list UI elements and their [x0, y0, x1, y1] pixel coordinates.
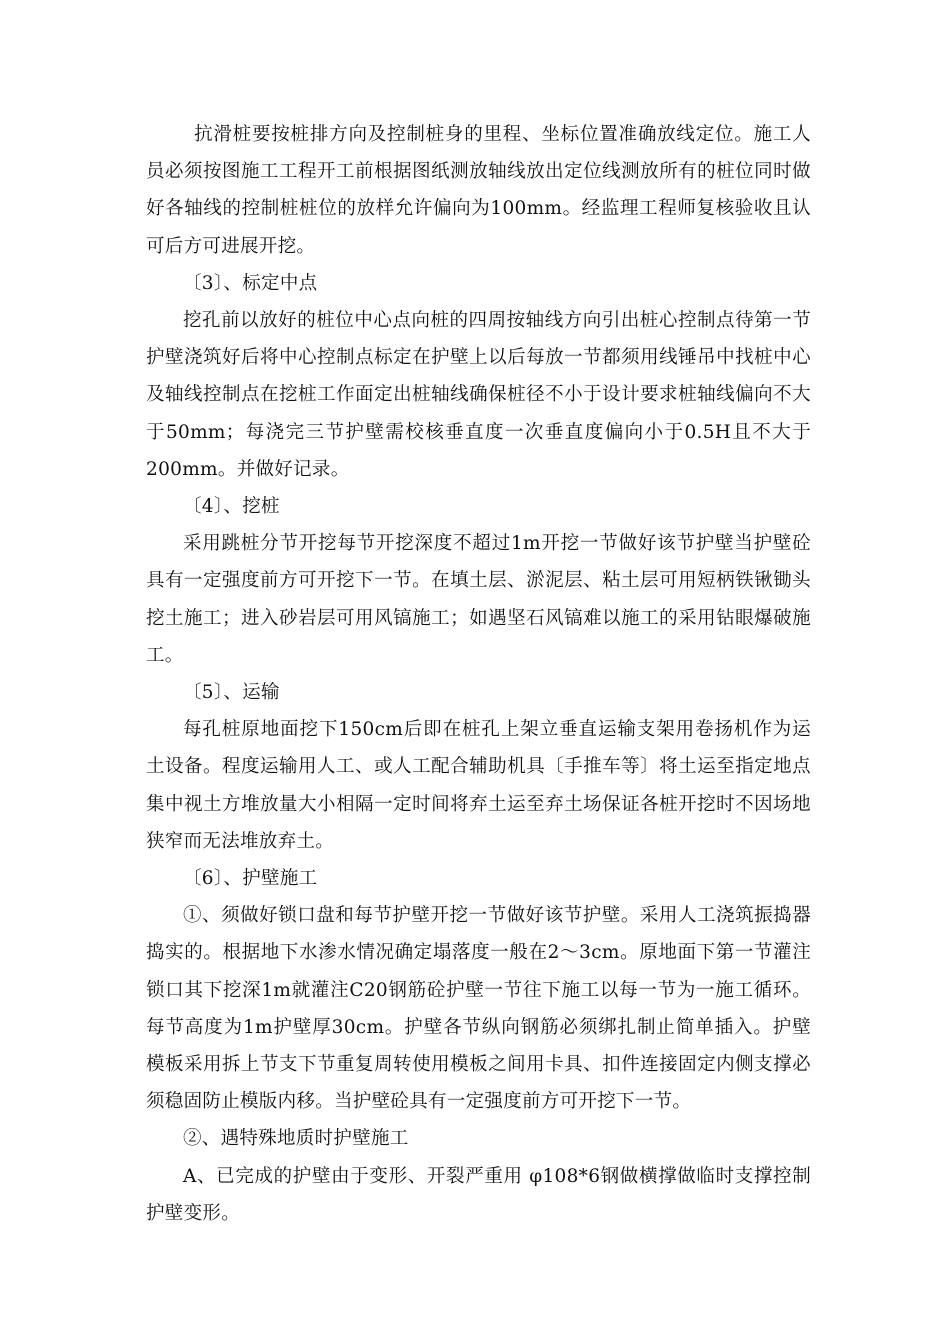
section-heading-retaining-wall: 〔6〕、护壁施工: [183, 868, 318, 890]
section-heading-excavation: 〔4〕、挖桩: [183, 496, 280, 518]
paragraph-stake-positioning: 抗滑桩要按桩排方向及控制桩身的里程、坐标位置准确放线定位。施工人员必须按图施工工程开工前根据图纸测放轴线放出定位线测放所有的桩位同时做好各轴线的控制桩桩位的放样允许偏向为100mm。经监理工程师复核验收且认可后方可进展开挖。: [146, 124, 811, 257]
section-heading-calibrate-center: 〔3〕、标定中点: [183, 272, 318, 294]
paragraph-special-geology: A、已完成的护壁由于变形、开裂严重用 φ108*6钢做横撑做临时支撑控制护壁变形。: [146, 1165, 811, 1224]
paragraph-calibrate-center: 挖孔前以放好的桩位中心点向桩的四周按轴线方向引出桩心控制点待第一节护壁浇筑好后将中心控制点标定在护壁上以后每放一节都须用线锤吊中找桩中心及轴线控制点在挖桩工作面定出桩轴线确保桩径不小于设计要求桩轴线偏向不大于50mm；每浇完三节护壁需校核垂直度一次垂直度偏向小于0.5H且不大于200mm。并做好记录。: [146, 310, 811, 480]
subheading-special-geology: ②、遇特殊地质时护壁施工: [183, 1128, 409, 1150]
paragraph-retaining-wall: ①、须做好锁口盘和每节护壁开挖一节做好该节护壁。采用人工浇筑振捣器捣实的。根据地下水渗水情况确定塌落度一般在2～3cm。原地面下第一节灌注锁口其下挖深1m就灌注C20钢筋砼护壁一节往下施工以每一节为一施工循环。每节高度为1m护壁厚30cm。护壁各节纵向钢筋必须绑扎制止简单插入。护壁模板采用拆上节支下节重复周转使用模板之间用卡具、扣件连接固定内侧支撑必须稳固防止模版内移。当护壁砼具有一定强度前方可开挖下一节。: [146, 905, 811, 1113]
document-body: [146, 116, 811, 1232]
section-heading-transport: 〔5〕、运输: [183, 682, 280, 704]
paragraph-excavation: 采用跳桩分节开挖每节开挖深度不超过1m开挖一节做好该节护壁当护壁砼具有一定强度前方可开挖下一节。在填土层、淤泥层、粘土层可用短柄铁锹锄头挖土施工；进入砂岩层可用风镐施工；如遇坚石风镐难以施工的采用钻眼爆破施工。: [146, 533, 811, 666]
paragraph-transport: 每孔桩原地面挖下150cm后即在桩孔上架立垂直运输支架用卷扬机作为运土设备。程度运输用人工、或人工配合辅助机具〔手推车等〕将土运至指定地点集中视土方堆放量大小相隔一定时间将弃土运至弃土场保证各桩开挖时不因场地狭窄而无法堆放弃土。: [146, 719, 811, 852]
